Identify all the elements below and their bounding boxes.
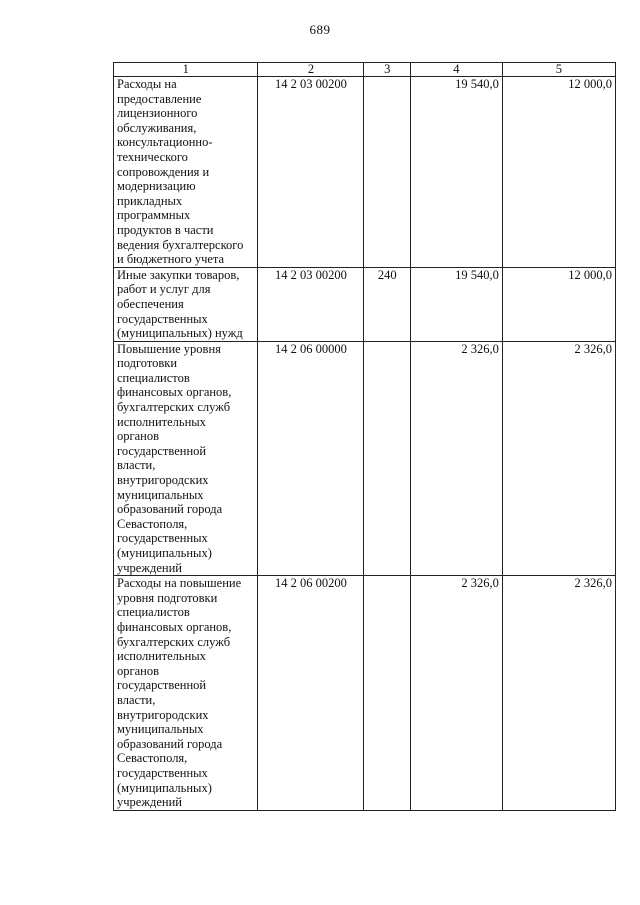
row-name-line: муниципальных: [117, 722, 204, 737]
row-name-line: уровня подготовки: [117, 590, 218, 605]
row-name-line: прикладных: [117, 193, 183, 208]
row-name-line: бухгалтерских служб: [117, 634, 231, 649]
row-name-line: специалистов: [117, 370, 190, 385]
row-name-line: учреждений: [117, 560, 182, 575]
table-row: [114, 77, 616, 268]
row-name-line: предоставление: [117, 91, 202, 106]
row-name-line: (муниципальных): [117, 780, 212, 795]
row-name-line: государственной: [117, 678, 207, 693]
row-code-cell: 14 2 06 00200: [258, 576, 364, 811]
row-name-line: финансовых органов,: [117, 385, 232, 400]
table-row: [114, 267, 616, 341]
row-name-line: технического: [117, 149, 188, 164]
row-name-line: муниципальных: [117, 487, 204, 502]
row-name-line: работ и услуг для: [117, 282, 211, 297]
row-value4-cell: 19 540,0: [410, 77, 502, 268]
table-body: [114, 77, 616, 811]
header-col-5: 5: [502, 63, 615, 77]
row-name-line: власти,: [117, 692, 156, 707]
row-name-line: Севастополя,: [117, 516, 188, 531]
header-col-4: 4: [410, 63, 502, 77]
table-header: [114, 63, 616, 77]
row-name-line: бухгалтерских служб: [117, 400, 231, 415]
row-name-line: образований города: [117, 736, 223, 751]
row-name-line: лицензионного: [117, 106, 198, 121]
row-name-line: власти,: [117, 458, 156, 473]
row-code-cell: 14 2 03 00200: [258, 77, 364, 268]
row-name-line: государственных: [117, 765, 208, 780]
row-type-cell: 240: [364, 267, 410, 341]
row-type-cell: [364, 77, 410, 268]
row-name-line: и бюджетного учета: [117, 252, 225, 267]
row-name-line: Иные закупки товаров,: [117, 267, 240, 282]
row-name-line: обеспечения: [117, 296, 184, 311]
row-code-cell: 14 2 06 00000: [258, 341, 364, 576]
budget-table: [113, 62, 616, 811]
row-name-line: финансовых органов,: [117, 619, 232, 634]
row-name-line: продуктов в части: [117, 222, 214, 237]
row-name-line: обслуживания,: [117, 120, 197, 135]
header-col-3: 3: [364, 63, 410, 77]
row-name-cell: [114, 267, 258, 341]
row-value4-cell: 2 326,0: [410, 341, 502, 576]
row-value5-cell: 2 326,0: [502, 341, 615, 576]
row-name-line: (муниципальных) нужд: [117, 326, 243, 341]
row-value4-cell: 2 326,0: [410, 576, 502, 811]
row-name-line: исполнительных: [117, 414, 206, 429]
row-name-cell: [114, 341, 258, 576]
row-type-cell: [364, 341, 410, 576]
row-name-line: консультационно-: [117, 135, 213, 150]
row-name-line: сопровождения и: [117, 164, 210, 179]
table-row: [114, 341, 616, 576]
row-name-line: Расходы на: [117, 77, 177, 91]
row-name-line: ведения бухгалтерского: [117, 237, 244, 252]
row-value5-cell: 12 000,0: [502, 77, 615, 268]
row-name-line: внутригородских: [117, 707, 209, 722]
header-row: [114, 63, 616, 77]
row-name-line: образований города: [117, 502, 223, 517]
header-col-2: 2: [258, 63, 364, 77]
row-type-cell: [364, 576, 410, 811]
row-name-line: учреждений: [117, 795, 182, 810]
row-name-line: органов: [117, 663, 160, 678]
row-name-line: государственных: [117, 531, 208, 546]
row-name-line: государственной: [117, 443, 207, 458]
row-name-line: государственных: [117, 311, 208, 326]
header-col-1: 1: [114, 63, 258, 77]
row-name-line: подготовки: [117, 356, 178, 371]
row-name-line: органов: [117, 429, 160, 444]
row-name-line: Севастополя,: [117, 751, 188, 766]
row-name-cell: [114, 77, 258, 268]
row-value5-cell: 2 326,0: [502, 576, 615, 811]
row-name-line: Повышение уровня: [117, 341, 221, 356]
row-name-line: внутригородских: [117, 473, 209, 488]
row-name-cell: [114, 576, 258, 811]
page-number: 689: [309, 22, 331, 37]
table-row: [114, 576, 616, 811]
row-name-line: специалистов: [117, 605, 190, 620]
row-name-line: модернизацию: [117, 179, 196, 194]
row-value5-cell: 12 000,0: [502, 267, 615, 341]
row-name-line: Расходы на повышение: [117, 576, 242, 591]
row-name-line: программных: [117, 208, 191, 223]
row-name-line: (муниципальных): [117, 546, 212, 560]
row-code-cell: 14 2 03 00200: [258, 267, 364, 341]
row-name-line: исполнительных: [117, 649, 206, 664]
row-value4-cell: 19 540,0: [410, 267, 502, 341]
